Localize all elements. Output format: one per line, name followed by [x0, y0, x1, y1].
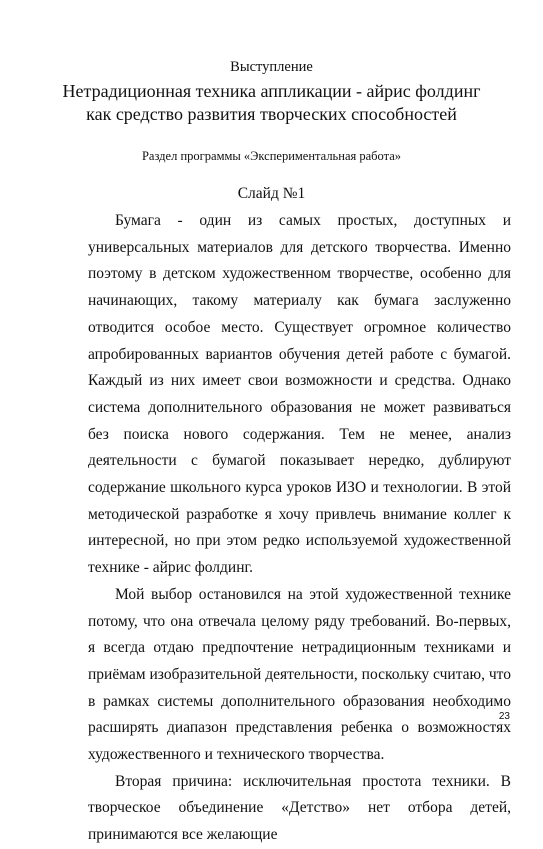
- page-number: 23: [498, 711, 510, 722]
- document-title: [0, 80, 543, 126]
- document-body: [88, 208, 511, 849]
- title-line-2: как средство развития творческих способностей: [86, 104, 457, 124]
- paragraph-3: Вторая причина: исключительная простота техники. В творческое объединение «Детство» нет отбора детей, принимаются все желающие: [88, 772, 511, 844]
- program-section-label: Раздел программы «Экспериментальная работа»: [141, 149, 402, 163]
- paragraph-1: Бумага - один из самых простых, доступных и универсальных материалов для детского творчества. Именно поэтому в детском художественном творчестве, особенно для начинающих, такому материалу как бумага заслуженно отводится особое место. Существует огромное количество апробированных вариантов обучения детей работе с бумагой. Каждый из них имеет свои возможности и средства. Однако система дополнительного образования не может развиваться без поиска нового содержания. Тем не менее, анализ деятельности с бумагой показывает нередко, дублируют содержание школьного курса уроков ИЗО и технологии. В этой методической разработке я хочу привлечь внимание коллег к интересной, но при этом редко используемой художественной технике - айрис фолдинг.: [88, 212, 511, 577]
- slide-heading: Слайд №1: [237, 185, 306, 202]
- paragraph-2: Мой выбор остановился на этой художественной технике потому, что она отвечала целому ряду требований. Во-первых, я всегда отдаю предпочтение нетрадиционным техниками и приёмам изобразительной деятельности, поскольку считаю, что в рамках системы дополнительного образования необходимо расширять диапазон представления ребенка о возможностях художественного и технического творчества.: [88, 585, 511, 764]
- title-line-1: Нетрадиционная техника аппликации - айрис фолдинг: [62, 81, 481, 101]
- document-kicker: Выступление: [230, 59, 313, 75]
